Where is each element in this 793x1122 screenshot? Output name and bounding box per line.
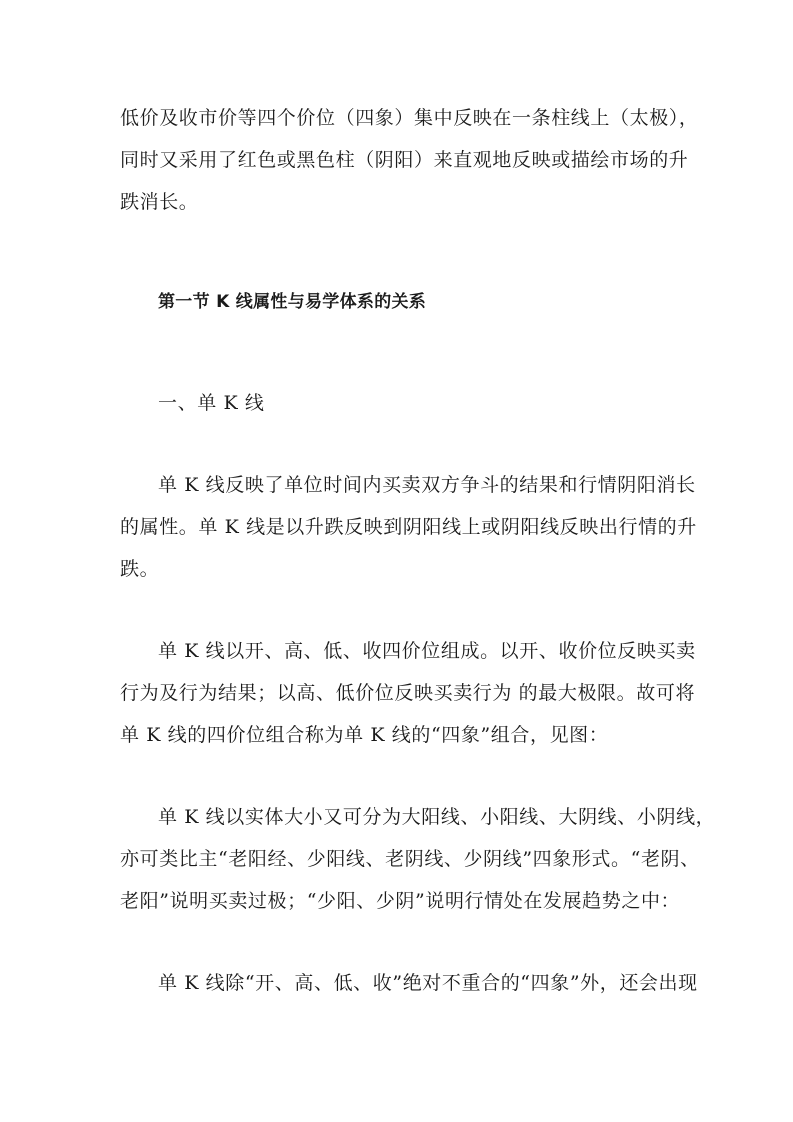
paragraph-1-line-1: 单 K 线反映了单位时间内买卖双方争斗的结果和行情阴阳消长: [158, 474, 696, 496]
paragraph-3-line-2: 亦可类比主“老阳经、少阳线、老阴线、少阴线”四象形式。“老阴、: [120, 848, 700, 870]
paragraph-4-line-1: 单 K 线除“开、高、低、收”绝对不重合的“四象”外，还会出现: [158, 972, 698, 994]
intro-line-3: 跌消长。: [120, 191, 199, 213]
paragraph-3-line-3: 老阳”说明买卖过极；“少阳、少阴”说明行情处在发展趋势之中：: [120, 890, 681, 912]
paragraph-1-line-3: 跌。: [120, 558, 160, 580]
section-heading: 第一节 K 线属性与易学体系的关系: [158, 292, 427, 312]
subheading: 一、单 K 线: [158, 392, 265, 414]
paragraph-3-line-1: 单 K 线以实体大小又可分为大阳线、小阳线、大阴线、小阴线，: [158, 806, 716, 828]
paragraph-1-line-2: 的属性。单 K 线是以升跌反映到阴阳线上或阴阳线反映出行情的升: [120, 516, 697, 538]
intro-line-2: 同时又采用了红色或黑色柱（阴阳）来直观地反映或描绘市场的升: [120, 149, 689, 171]
paragraph-2-line-3: 单 K 线的四价位组合称为单 K 线的“四象”组合，见图：: [120, 724, 609, 746]
paragraph-2-line-2: 行为及行为结果；以高、低价位反映买卖行为 的最大极限。故可将: [120, 682, 696, 704]
paragraph-2-line-1: 单 K 线以开、高、低、收四价位组成。以开、收价位反映买卖: [158, 640, 696, 662]
intro-line-1: 低价及收市价等四个价位（四象）集中反映在一条柱线上（太极），: [120, 107, 699, 129]
